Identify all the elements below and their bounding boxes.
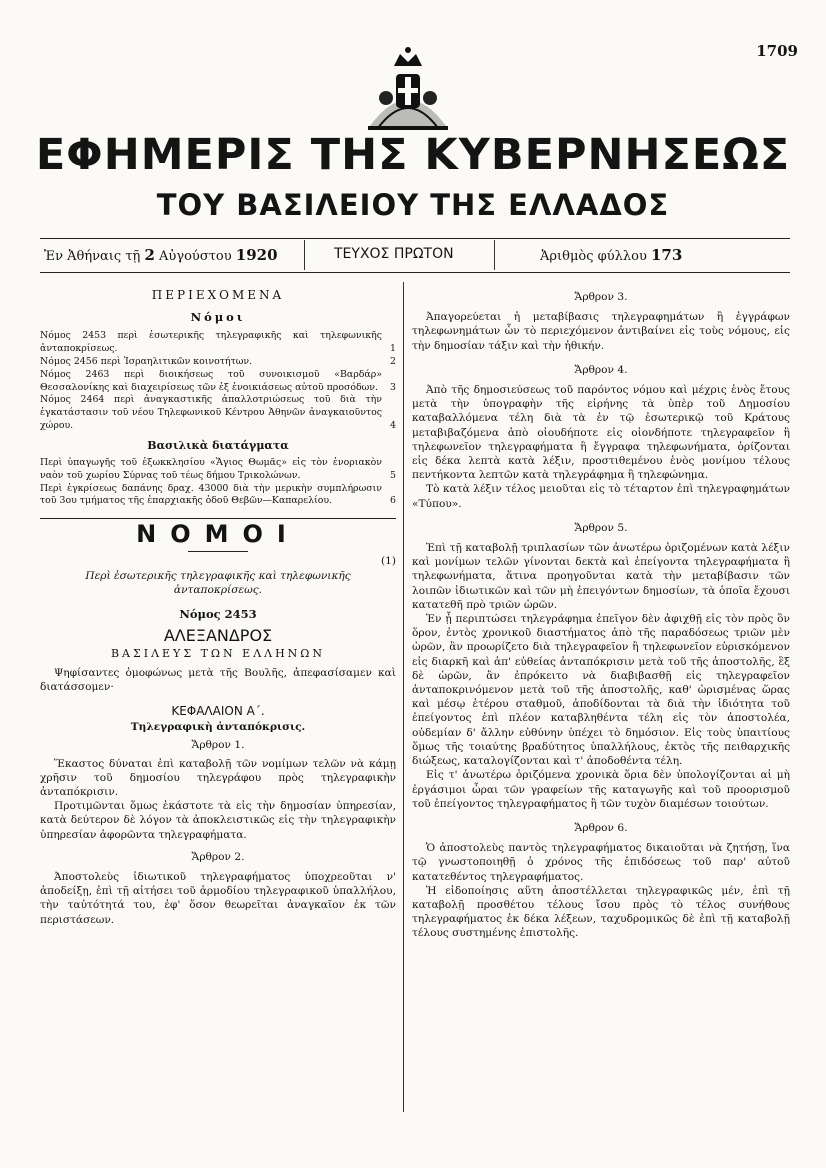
royal-crest-icon [360, 44, 456, 134]
section-rule [40, 518, 396, 519]
article-4-heading: Ἄρθρον 4. [574, 363, 628, 376]
toc-item: Νόμος 2464 περὶ ἀναγκαστικῆς ἀπαλλοτριώσεως τοῦ διὰ τὴν ἐγκατάστασιν τοῦ νέου Τηλεφωνικοῦ Κέντρου Ἀθηνῶν ἀναγκαιοῦντος χώρου. 4 [40, 394, 396, 431]
article-3-p1: Ἀπαγορεύεται ἡ μεταβίβασις τηλεγραφημάτων ἢ ἐγγράφων τηλεφωνημάτων ὧν τὸ περιεχόμενον ἀντιβαίνει εἰς τοὺς νόμους, εἰς τὴν δημοσίαν τάξιν καὶ τὴν ἠθικήν. [412, 311, 790, 352]
header-divider-left [304, 240, 305, 270]
gazette-subtitle: ΤΟΥ ΒΑΣΙΛΕΙΟΥ ΤΗΣ ΕΛΛΑΔΟΣ [156, 188, 670, 222]
toc-item: Νόμος 2456 περὶ Ἰσραηλιτικῶν κοινοτήτων. 2 [40, 356, 396, 367]
right-column [412, 290, 790, 941]
decrees-subheading: Βασιλικὰ διατάγματα [147, 438, 289, 452]
toc-item: Περὶ ἐγκρίσεως δαπάνης δραχ. 43000 διὰ τὴν μερικὴν συμπλήρωσιν τοῦ 3ου τμήματος τῆς ἐπαρχιακῆς ὁδοῦ Θεβῶν—Καπαρελίου. 6 [40, 482, 396, 507]
preamble: Ψηφίσαντες ὁμοφώνως μετὰ τῆς Βουλῆς, ἀπεφασίσαμεν καὶ διατάσσομεν· [40, 666, 396, 693]
article-2-heading: Ἄρθρον 2. [191, 850, 245, 863]
toc-decrees [40, 457, 396, 508]
article-6-p2: Ἡ εἰδοποίησις αὕτη ἀποστέλλεται τηλεγραφικῶς μέν, ἐπὶ τῇ καταβολῇ προσθέτου τέλους ἴσου πρὸς τὸ τέλος συνήθους τηλεγραφήματος ἐκ δέκα λέξεων, ταχυδρομικῶς δὲ ἐπὶ τῇ καταβολῇ τέλους συστημένης ἐπιστολῆς. [412, 884, 790, 940]
article-4-p2: Τὸ κατὰ λέξιν τέλος μειοῦται εἰς τὸ τέταρτον ἐπὶ τηλεγραφημάτων «Τύπου». [412, 483, 790, 510]
toc-item: Νόμος 2453 περὶ ἐσωτερικῆς τηλεγραφικῆς καὶ τηλεφωνικῆς ἀνταποκρίσεως. 1 [40, 330, 396, 355]
law-number: Νόμος 2453 [179, 606, 257, 621]
chapter-title: Τηλεγραφικὴ ἀνταπόκρισις. [130, 721, 306, 734]
article-5-p1: Ἐπὶ τῇ καταβολῇ τριπλασίων τῶν ἀνωτέρω ὁριζομένων κατὰ λέξιν καὶ μονίμων τελῶν γίνονται δεκτὰ καὶ ἐπείγοντα τηλεγραφήματα ἢ τηλεφωνήματα, ἅτινα προηγοῦνται κατὰ τὴν μεταβίβασιν τῶν λοιπῶν ἰδιωτικῶν καὶ τῶν μὴ ἐπειγόντων δημοσίων, τὰ ὁποῖα ἔχουσι κατατεθῆ πρὸ τριῶν ὡρῶν. [412, 542, 790, 611]
sheet-number: Ἀριθμὸς φύλλου 173 [540, 246, 683, 264]
column-divider [403, 282, 404, 1112]
article-5-heading: Ἄρθρον 5. [574, 521, 628, 534]
page-number: 1709 [756, 42, 798, 60]
nomoi-heading: ΝΟΜΟΙ [136, 520, 300, 549]
article-6-p1: Ὁ ἀποστολεὺς παντὸς τηλεγραφήματος δικαιοῦται νὰ ζητήσῃ, ἵνα τῷ γνωστοποιηθῇ ὁ χρόνος τῆς ἐπιδόσεως τοῦ παρ' αὐτοῦ κατατεθέντος τηλεγραφήματος. [412, 842, 790, 883]
issue-series: ΤΕΥΧΟΣ ΠΡΩΤΟΝ [334, 246, 454, 262]
article-1-heading: Ἄρθρον 1. [191, 739, 245, 752]
article-6-heading: Ἄρθρον 6. [574, 821, 628, 834]
article-1-p1: Ἕκαστος δύναται ἐπὶ καταβολῇ τῶν νομίμων τελῶν νὰ κάμῃ χρῆσιν τοῦ δημοσίου τηλεγράφου πρὸς τηλεγραφικὴν ἀνταπόκρισιν. [40, 757, 396, 799]
king-title: ΒΑΣΙΛΕΥΣ ΤΩΝ ΕΛΛΗΝΩΝ [110, 647, 326, 661]
header-divider-right [494, 240, 495, 270]
toc-laws [40, 330, 396, 432]
short-rule [188, 551, 248, 552]
laws-subheading: Νόμοι [190, 310, 246, 325]
toc-item: Νόμος 2463 περὶ διοικήσεως τοῦ συνοικισμοῦ «Βαρδάρ» Θεσσαλονίκης καὶ διαχειρίσεως τῶν ἐξ ἐνοικιάσεως αὐτοῦ προσόδων. 3 [40, 368, 396, 393]
article-4-p1: Ἀπὸ τῆς δημοσιεύσεως τοῦ παρόντος νόμου καὶ μέχρις ἑνὸς ἔτους μετὰ τὴν ὑπογραφὴν τῆς εἰρήνης τὰ ὑπὲρ τοῦ Δημοσίου καταβαλλόμενα τέλη διὰ τὰ ἐν τῷ ἐσωτερικῷ τοῦ Κράτους μεταβιβαζόμενα ἀπὸ οἱουδήποτε εἰς οἱονδήποτε τηλεγραφεῖον ἢ τηλεφωνεῖον τηλεγραφήματα ἢ ἔγγραφα τηλεφωνήματα, ὁρίζονται εἰς δέκα λεπτὰ κατὰ λέξιν, προστιθεμένου ἑνὸς μονίμου τέλους πεντήκοντα λεπτῶν κατὰ τηλεγράφημα ἢ τηλεφώνημα. [412, 384, 790, 482]
header-rule-top [40, 238, 790, 239]
article-1-p2: Προτιμῶνται ὅμως ἑκάστοτε τὰ εἰς τὴν δημοσίαν ὑπηρεσίαν, κατὰ δεύτερον δὲ λόγον τὰ ἀποκλειστικῶς εἰς τὴν τηλεγραφικὴν ὑπηρεσίαν ἀφορῶντα τηλεγραφήματα. [40, 800, 396, 841]
law-subject: Περὶ ἐσωτερικῆς τηλεγραφικῆς καὶ τηλεφωνικῆς ἀνταποκρίσεως. [85, 569, 351, 596]
article-3-heading: Ἄρθρον 3. [574, 291, 628, 303]
article-5-p2: Ἐν ᾗ περιπτώσει τηλεγράφημα ἐπεῖγον δὲν ἀφιχθῇ εἰς τὸν πρὸς ὃν ὅρον, ἐντὸς χρονικοῦ διαστήματος ἀπὸ τῆς παραδόσεως τριῶν μὲν ὡρῶν, ἂν προωρίζετο διὰ τηλεγραφεῖον ἢ τηλεφωνεῖον εὑρισκόμενον εἰς διαρκῆ καὶ ἀπ' εὐθείας ἀνταπόκρισιν μετὰ τοῦ τῆς ἀποστολῆς, ἓξ δὲ ὡρῶν, ἂν ἐπρόκειτο νὰ διαβιβασθῇ εἰς τηλεγραφεῖον ἀνταποκρινόμενον μετὰ τοῦ τῆς ἀποστολῆς, καθ' ὡρισμένας ὥρας καὶ μέσῳ ἑτέρου σταθμοῦ, ἀποδίδονται τὰ διὰ τὴν ἰδιότητα τοῦ ἐπείγοντος ἐπὶ πλέον καταβληθέντα τέλη εἰς τὸν ἀποστολέα, οὐδεμίαν δ' ἄλλην εὐθύνην ὑπέχει τὸ δημόσιον. Εἰς τοὺς ὑπαιτίους ὅμως τῆς τοιαύτης βραδύτητος ὑπαλλήλους, ἐκτὸς τῆς πειθαρχικῆς διώξεως, καταλογίζονται καὶ τ' ἀποδοθέντα τέλη. [412, 613, 790, 768]
left-column [40, 288, 396, 927]
header-rule-bottom [40, 272, 790, 273]
toc-item: Περὶ ὑπαγωγῆς τοῦ ἐξωκκλησίου «Ἅγιος Θωμᾶς» εἰς τὸν ἐνοριακὸν ναὸν τοῦ χωρίου Σύρνας τοῦ τέως δήμου Τρικολώνων. 5 [40, 456, 396, 481]
article-5-p3: Εἰς τ' ἀνωτέρω ὁριζόμενα χρονικὰ ὅρια δὲν ὑπολογίζονται αἱ μὴ ἐργάσιμοι ὧραι τῶν γραφείων τῆς καταγωγῆς καὶ τοῦ προορισμοῦ τοῦ ἐπείγοντος τηλεγραφήματος ἢ τῶν τυχὸν διαμέσων τοιούτων. [412, 769, 790, 810]
chapter-heading: ΚΕΦΑΛΑΙΟΝ Α΄. [171, 704, 265, 718]
article-2-p1: Ἀποστολεὺς ἰδιωτικοῦ τηλεγραφήματος ὑποχρεοῦται ν' ἀποδείξῃ, ἐπὶ τῇ αἰτήσει τοῦ ἁρμοδίου τηλεγραφικοῦ ὑπαλλήλου, τὴν ταὐτότητά του, ἐφ' ὅσον θεωρεῖται ἀναγκαῖον ἐκ τῶν περιστάσεων. [40, 871, 396, 926]
footnote-mark: (1) [380, 555, 396, 568]
issue-date: Ἐν Ἀθήναις τῇ 2 Αὐγούστου 1920 [44, 246, 278, 264]
king-name: ΑΛΕΞΑΝΔΡΟΣ [163, 626, 273, 646]
contents-heading: ΠΕΡΙΕΧΟΜΕΝΑ [151, 288, 285, 302]
gazette-title: ΕΦΗΜΕΡΙΣ ΤΗΣ ΚΥΒΕΡΝΗΣΕΩΣ [35, 130, 791, 180]
